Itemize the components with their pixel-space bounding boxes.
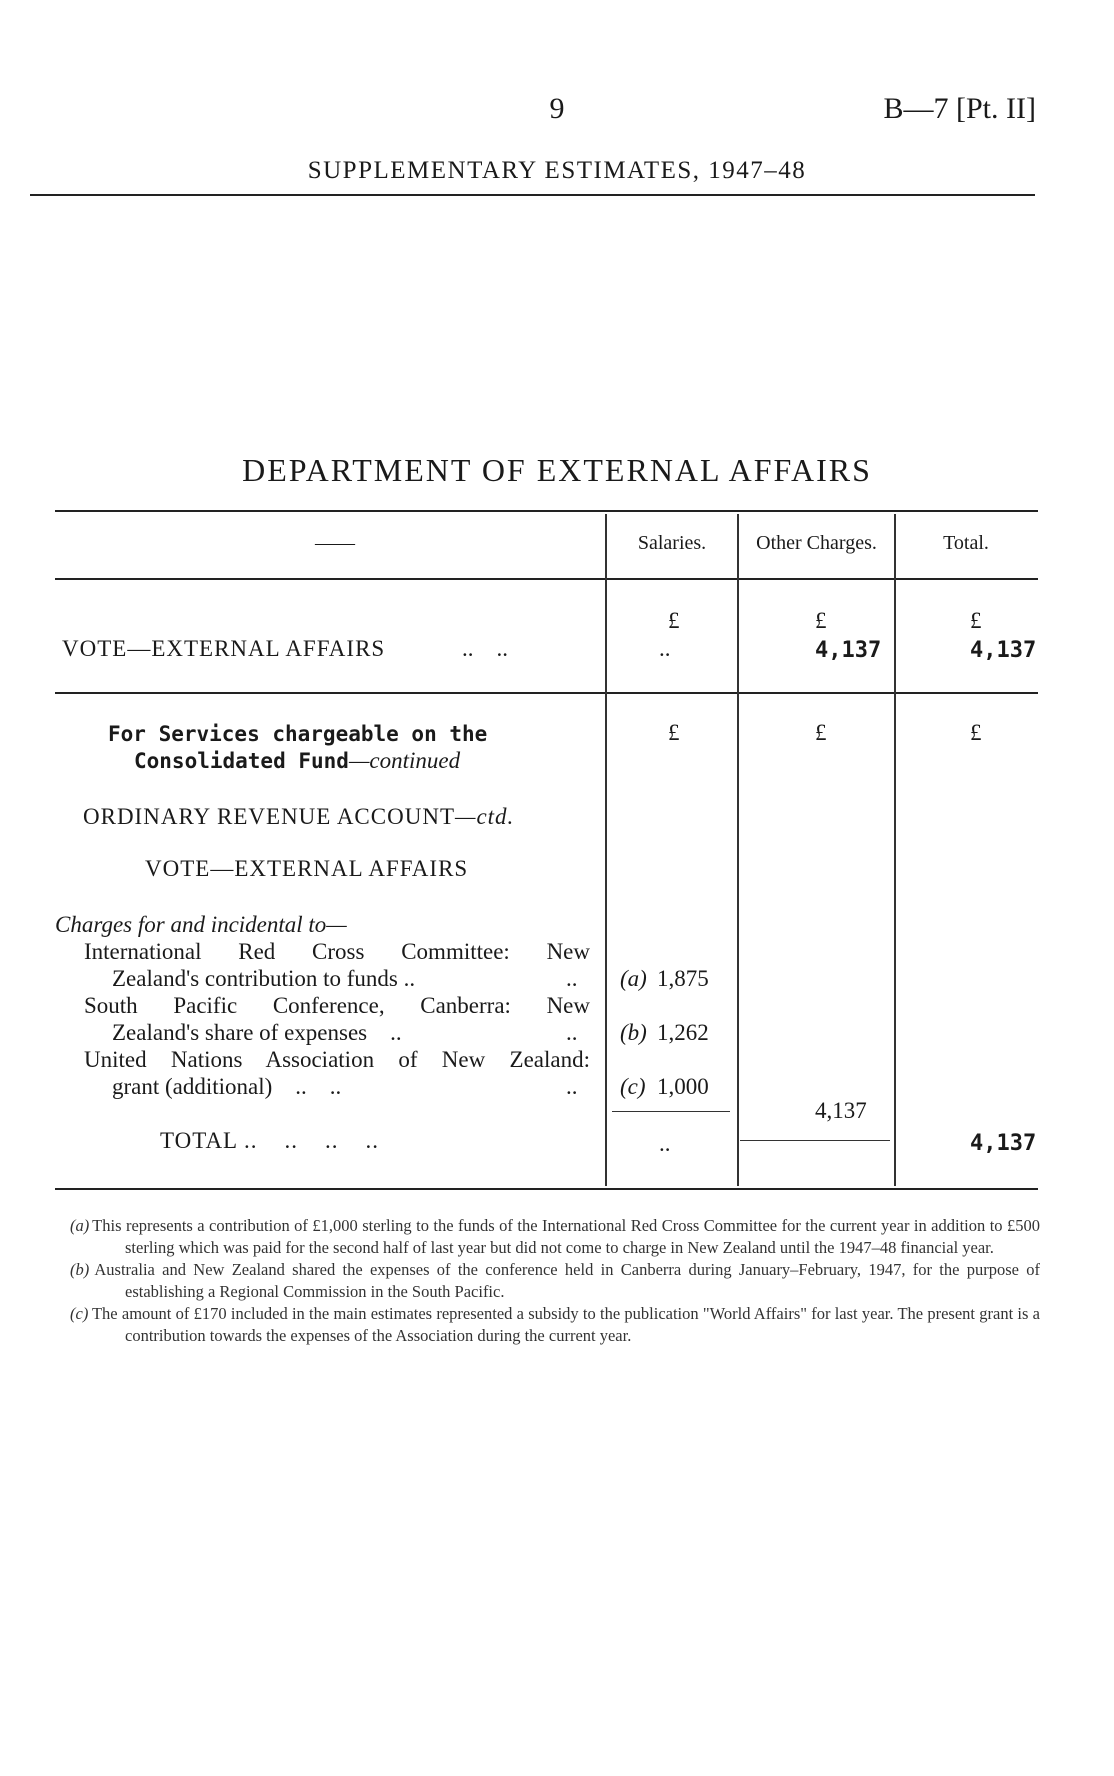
column-rule-other: [737, 514, 739, 1186]
item-3-line-2: grant (additional) .. ..: [112, 1074, 342, 1099]
item-3-line-1: United Nations Association of New Zealand:: [84, 1047, 590, 1072]
item-1-amount: 1,875: [657, 966, 709, 991]
footnote-a: [55, 1215, 1040, 1259]
section-heading-line-2: [134, 748, 460, 774]
vote-summary-other-charges: 4,137: [815, 638, 882, 663]
report-reference: B—7 [Pt. II]: [883, 92, 1036, 125]
vote-summary-label: VOTE—EXTERNAL AFFAIRS: [62, 636, 386, 661]
summary-currency-total: £: [970, 608, 982, 633]
item-1-leaders: ..: [566, 966, 578, 991]
account-heading-italic: —ctd.: [455, 804, 515, 829]
column-header-total: Total.: [943, 532, 989, 554]
table-header-rule: [55, 578, 1038, 580]
vote-heading: VOTE—EXTERNAL AFFAIRS: [145, 856, 469, 881]
total-value: 4,137: [970, 1131, 1037, 1156]
header-rule: [30, 194, 1035, 196]
summary-bottom-rule: [55, 692, 1038, 694]
column-header-description: ——: [315, 532, 355, 554]
summary-currency-salaries: £: [668, 608, 680, 633]
salaries-subtotal-rule: [612, 1111, 730, 1112]
item-2-note: (b): [620, 1020, 647, 1045]
detail-currency-total: £: [970, 720, 982, 745]
section-heading-line-1: For Services chargeable on the: [108, 722, 488, 746]
summary-currency-other: £: [815, 608, 827, 633]
footnotes: [55, 1215, 1040, 1347]
running-title: SUPPLEMENTARY ESTIMATES, 1947–48: [307, 157, 807, 184]
item-1-line-1: International Red Cross Committee: New: [84, 939, 590, 964]
footnote-b-mark: (b): [70, 1260, 90, 1279]
other-charges-subtotal-rule: [740, 1140, 890, 1141]
table-top-rule: [55, 510, 1038, 512]
page-number: 9: [549, 92, 565, 125]
column-rule-total: [894, 514, 896, 1186]
item-2-line-1: South Pacific Conference, Canberra: New: [84, 993, 590, 1018]
item-2-amount: 1,262: [657, 1020, 709, 1045]
total-label: TOTAL .. .. .. ..: [160, 1128, 380, 1153]
detail-currency-salaries: £: [668, 720, 680, 745]
item-3-note: (c): [620, 1074, 646, 1099]
footnote-b-text: Australia and New Zealand shared the expenses of the conference held in Canberra during January–February, 1947, for the purpose of establishing a Regional Commission in the South Pacific.: [94, 1260, 1041, 1301]
vote-summary-leaders: .. ..: [462, 636, 508, 661]
section-heading-bold: Consolidated Fund: [134, 749, 349, 773]
section-heading-italic: —continued: [348, 748, 461, 773]
footnote-c: [55, 1303, 1040, 1347]
account-heading: [83, 804, 514, 830]
item-1-note: (a): [620, 966, 647, 991]
footnote-a-mark: (a): [70, 1216, 90, 1235]
detail-currency-other: £: [815, 720, 827, 745]
item-3-leaders: ..: [566, 1074, 578, 1099]
footnote-b: [55, 1259, 1040, 1303]
vote-summary-total: 4,137: [970, 638, 1037, 663]
department-title: DEPARTMENT OF EXTERNAL AFFAIRS: [242, 452, 872, 488]
footnote-c-text: The amount of £170 included in the main estimates represented a subsidy to the publication "World Affairs" for last year. The present grant is a contribution towards the expenses of the Association during the current year.: [91, 1304, 1041, 1345]
total-salaries: ..: [659, 1131, 671, 1156]
column-header-other-charges: Other Charges.: [756, 532, 877, 554]
item-2-leaders: ..: [566, 1020, 578, 1045]
vote-summary-salaries: ..: [659, 636, 671, 661]
column-header-salaries: Salaries.: [637, 532, 707, 554]
account-heading-text: ORDINARY REVENUE ACCOUNT: [83, 804, 455, 829]
other-charges-subtotal: 4,137: [815, 1098, 867, 1123]
item-2-line-2: Zealand's share of expenses ..: [112, 1020, 402, 1045]
charges-heading: Charges for and incidental to—: [55, 912, 347, 937]
item-1-line-2: Zealand's contribution to funds ..: [112, 966, 416, 991]
column-rule-salaries: [605, 514, 607, 1186]
footnote-c-mark: (c): [70, 1304, 89, 1323]
item-3-amount: 1,000: [657, 1074, 709, 1099]
table-bottom-rule: [55, 1188, 1038, 1190]
footnote-a-text: This represents a contribution of £1,000 sterling to the funds of the International Red Cross Committee for the current year in addition to £500 sterling which was paid for the second half of last year but did not come to charge in New Zealand until the 1947–48 financial year.: [92, 1216, 1040, 1257]
